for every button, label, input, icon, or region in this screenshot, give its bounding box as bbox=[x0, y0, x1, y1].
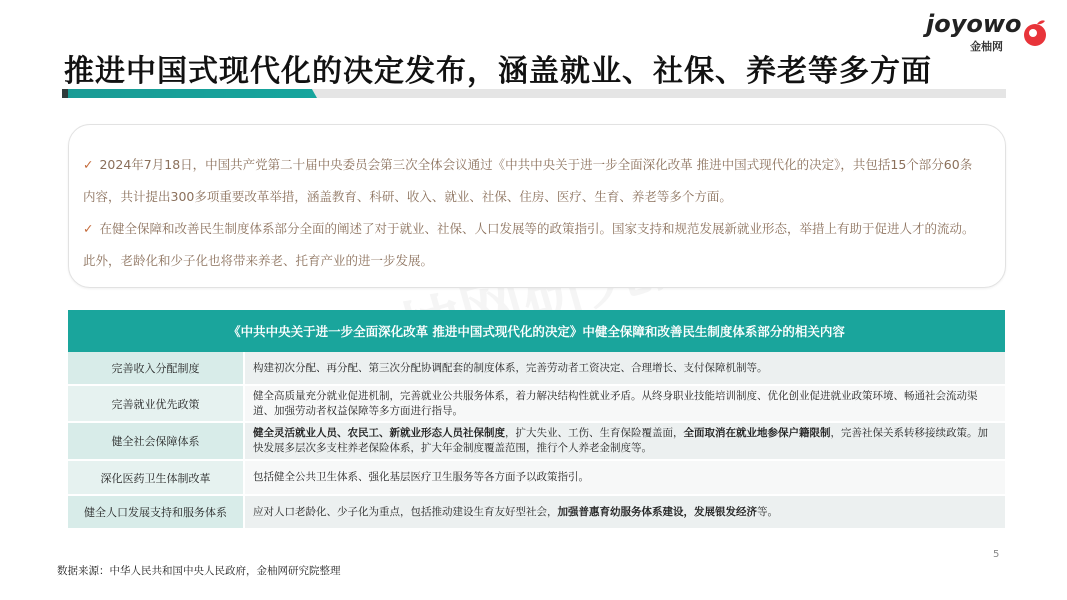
summary-bullet bbox=[83, 149, 983, 213]
summary-bullet-text: 2024年7月18日，中国共产党第二十届中央委员会第三次全体会议通过《中共中央关于进一步全面深化改革 推进中国式现代化的决定》，共包括15个部分60条内容，共计提出300多项重要改革举措，涵盖教育、科研、收入、就业、社保、住房、医疗、生育、养老等多个方面。 bbox=[83, 157, 973, 204]
row-category: 完善就业优先政策 bbox=[68, 386, 245, 421]
row-content bbox=[245, 386, 1005, 421]
row-category: 完善收入分配制度 bbox=[68, 352, 245, 384]
content-text: 包括健全公共卫生体系、强化基层医疗卫生服务等各方面予以政策指引。 bbox=[253, 471, 589, 483]
row-category: 健全社会保障体系 bbox=[68, 423, 245, 459]
row-content bbox=[245, 496, 1005, 528]
highlight-text: 加强普惠育幼服务体系建设，发展银发经济 bbox=[557, 505, 757, 518]
row-content bbox=[245, 423, 1005, 459]
content-text: ，扩大失业、工伤、生育保险覆盖面， bbox=[505, 427, 684, 439]
highlight-text: 健全灵活就业人员、农民工、新就业形态人员社保制度 bbox=[253, 427, 505, 439]
page-number: 5 bbox=[993, 549, 1000, 560]
table-row bbox=[68, 386, 1005, 423]
table-row bbox=[68, 496, 1005, 530]
row-category: 深化医药卫生体制改革 bbox=[68, 461, 245, 494]
summary-bullet-text: 在健全保障和改善民生制度体系部分全面的阐述了对于就业、社保、人口发展等的政策指引。国家支持和规范发展新就业形态，举措上有助于促进人才的流动。此外，老龄化和少子化也将带来养老、托育产业的进一步发展。 bbox=[83, 221, 975, 268]
content-text: ，完善社保关系转移接续政策。加快发展多层次多支柱养老保险体系，扩大年金制度覆盖范围，推行个人养老金制度等。 bbox=[253, 427, 988, 454]
content-text: 构建初次分配、再分配、第三次分配协调配套的制度体系，完善劳动者工资决定、合理增长、支付保障机制等。 bbox=[253, 361, 768, 374]
source-note: 数据来源：中华人民共和国中央人民政府，金柚网研究院整理 bbox=[57, 565, 341, 577]
logo-wordmark: joyowo bbox=[926, 10, 1022, 38]
row-content bbox=[245, 461, 1005, 494]
table-row bbox=[68, 461, 1005, 496]
highlight-text: 全面取消在就业地参保户籍限制 bbox=[683, 427, 831, 439]
check-icon: ✓ bbox=[83, 221, 94, 236]
summary-bullet bbox=[83, 213, 983, 277]
row-content bbox=[245, 352, 1005, 384]
content-text: 应对人口老龄化、少子化为重点，包括推动建设生育友好型社会， bbox=[253, 505, 558, 518]
check-icon: ✓ bbox=[83, 157, 94, 172]
table-header: 《中共中央关于进一步全面深化改革 推进中国式现代化的决定》中健全保障和改善民生制度体系部分的相关内容 bbox=[68, 310, 1005, 352]
table-row bbox=[68, 352, 1005, 386]
logo-subtitle: 金柚网 bbox=[970, 40, 1003, 53]
content-text: 健全高质量充分就业促进机制，完善就业公共服务体系，着力解决结构性就业矛盾。从终身职业技能培训制度、优化创业促进就业政策环境、畅通社会流动渠道、加强劳动者权益保障等多方面进行指导。 bbox=[253, 389, 978, 417]
table-row bbox=[68, 423, 1005, 461]
content-text: 等。 bbox=[757, 505, 778, 518]
grapefruit-logo-icon bbox=[1020, 18, 1050, 48]
title-underline-marker bbox=[62, 89, 68, 98]
table-body bbox=[68, 352, 1005, 530]
row-category: 健全人口发展支持和服务体系 bbox=[68, 496, 245, 528]
policy-table bbox=[68, 310, 1005, 530]
page-title: 推进中国式现代化的决定发布，涵盖就业、社保、养老等多方面 bbox=[64, 54, 932, 89]
summary-box bbox=[68, 124, 1006, 288]
title-underline-accent bbox=[62, 89, 317, 98]
brand-logo bbox=[926, 10, 1054, 52]
